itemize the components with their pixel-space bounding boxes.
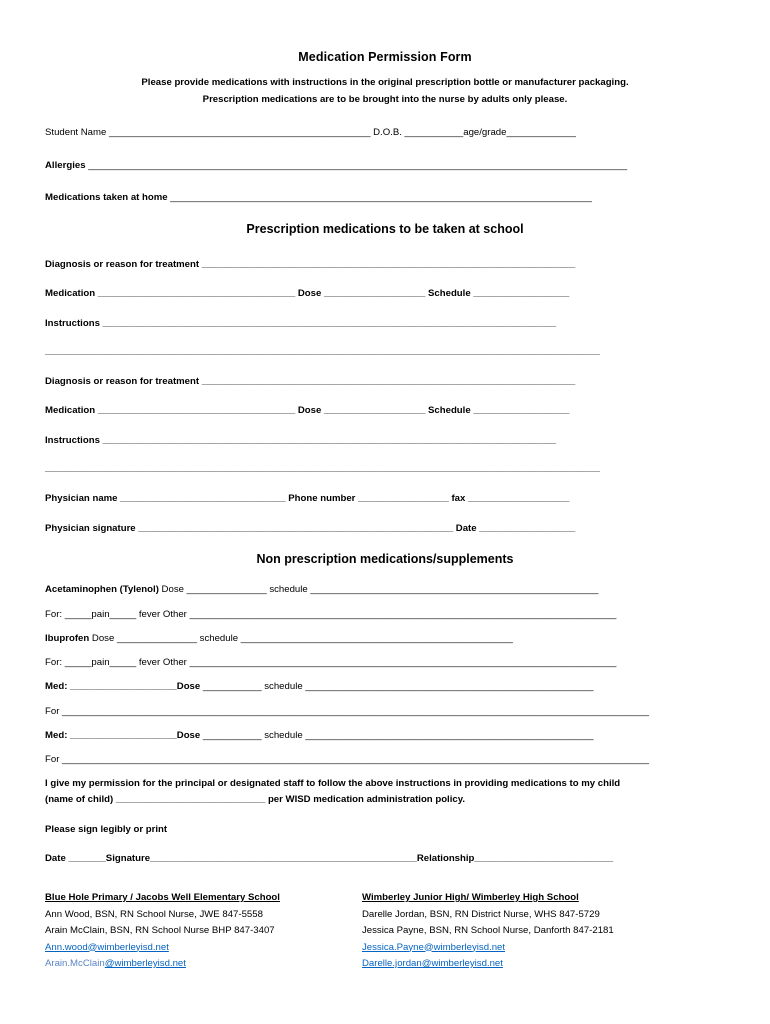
other-med-blanks-1: ___________ schedule ______________________________________________________ (200, 681, 594, 692)
acetaminophen-field[interactable] (45, 583, 665, 596)
email-link-ann-wood[interactable]: Ann.wood@wimberleyisd.net (45, 941, 169, 953)
form-title: Medication Permission Form (298, 50, 472, 64)
instructions-extra-line-2[interactable]: ________________________________________________________________________________________________________ (45, 463, 600, 474)
other-med-label-2: Med: ____________________Dose (45, 730, 201, 741)
allergies-label: Allergies (45, 160, 86, 171)
instructions-extra-line-1[interactable]: ________________________________________________________________________________________________________ (45, 346, 600, 357)
sign-legibly-note: Please sign legibly or print (45, 824, 168, 835)
other-med-label-1: Med: ____________________Dose (45, 681, 201, 692)
other-med-blanks-2: ___________ schedule ______________________________________________________ (200, 730, 594, 741)
intro-line-2: Prescription medications are to be brought into the nurse by adults only please. (202, 94, 568, 105)
nonprescription-heading: Non prescription medications/supplements (256, 552, 514, 566)
physician-name-field[interactable]: Physician name _______________________________ Phone number _________________ fax ___________________ (45, 493, 570, 504)
ibuprofen-blanks: Dose _______________ schedule ___________________________________________________ (89, 633, 513, 644)
student-name-field[interactable]: Student Name _________________________________________________ D.O.B. ___________age/grade_____________ (45, 127, 576, 138)
acetaminophen-for-field[interactable]: For: _____pain_____ fever Other ________________________________________________________________________________ (45, 609, 617, 620)
email-link-jessica-payne[interactable]: Jessica.Payne@wimberleyisd.net (362, 941, 506, 953)
email-link-arain-mcclain-prefix[interactable]: Arain.McClain (45, 958, 105, 969)
acetaminophen-label: Acetaminophen (Tylenol) (45, 584, 159, 595)
permission-line-1: I give my permission for the principal or designated staff to follow the above instructions in providing medications to my child (45, 778, 621, 789)
contact-line-arain-mcclain: Arain McClain, BSN, RN School Nurse BHP 847-3407 (45, 925, 275, 936)
contact-heading-secondary: Wimberley Junior High/ Wimberley High School (362, 892, 579, 903)
home-medications-blank: _______________________________________________________________________________ (167, 192, 592, 203)
intro-line-1: Please provide medications with instructions in the original prescription bottle or manufacturer packaging. (141, 77, 629, 88)
prescription-heading: Prescription medications to be taken at school (246, 222, 524, 236)
other-med-field-2[interactable] (45, 729, 665, 742)
other-med-for-field-2[interactable]: For ______________________________________________________________________________________________________________ (45, 754, 649, 765)
allergies-field[interactable] (45, 159, 665, 172)
instructions-field-2[interactable]: Instructions _____________________________________________________________________________________ (45, 435, 557, 446)
ibuprofen-for-field[interactable]: For: _____pain_____ fever Other ________________________________________________________________________________ (45, 657, 617, 668)
allergies-blank: _____________________________________________________________________________________________________ (85, 160, 628, 171)
instructions-field-1[interactable]: Instructions _____________________________________________________________________________________ (45, 318, 557, 329)
contact-block-elementary (45, 890, 280, 973)
acetaminophen-blanks: Dose _______________ schedule ______________________________________________________ (158, 584, 599, 595)
permission-statement (45, 776, 710, 808)
home-medications-label: Medications taken at home (45, 192, 168, 203)
email-link-arain-mcclain-domain[interactable]: @wimberleyisd.net (104, 958, 186, 969)
other-med-field-1[interactable] (45, 680, 665, 693)
medication-field-2[interactable]: Medication _____________________________________ Dose ___________________ Schedule __________________ (45, 405, 570, 416)
contact-block-secondary (362, 890, 614, 973)
contact-line-darelle-jordan: Darelle Jordan, BSN, RN District Nurse, WHS 847-5729 (362, 908, 600, 920)
diagnosis-field-2[interactable]: Diagnosis or reason for treatment ______________________________________________________________________ (45, 376, 576, 387)
email-link-darelle-jordan[interactable]: Darelle.jordan@wimberleyisd.net (362, 958, 503, 969)
physician-signature-field[interactable]: Physician signature ___________________________________________________________ Date __________________ (45, 523, 576, 534)
diagnosis-field-1[interactable]: Diagnosis or reason for treatment ______________________________________________________________________ (45, 259, 576, 270)
contact-line-jessica-payne: Jessica Payne, BSN, RN School Nurse, Danforth 847-2181 (362, 925, 614, 936)
ibuprofen-label: Ibuprofen (45, 633, 90, 644)
ibuprofen-field[interactable] (45, 632, 665, 645)
home-medications-field[interactable] (45, 191, 665, 204)
date-signature-relationship-field[interactable]: Date _______Signature__________________________________________________Relationship__________________________ (45, 853, 614, 864)
contact-line-ann-wood: Ann Wood, BSN, RN School Nurse, JWE 847-5558 (45, 908, 263, 920)
medication-field-1[interactable]: Medication _____________________________________ Dose ___________________ Schedule __________________ (45, 288, 570, 299)
other-med-for-field-1[interactable]: For ______________________________________________________________________________________________________________ (45, 706, 649, 717)
permission-line-2[interactable]: (name of child) ____________________________ per WISD medication administration policy. (45, 794, 466, 805)
contact-heading-elementary: Blue Hole Primary / Jacobs Well Elementary School (45, 892, 280, 903)
